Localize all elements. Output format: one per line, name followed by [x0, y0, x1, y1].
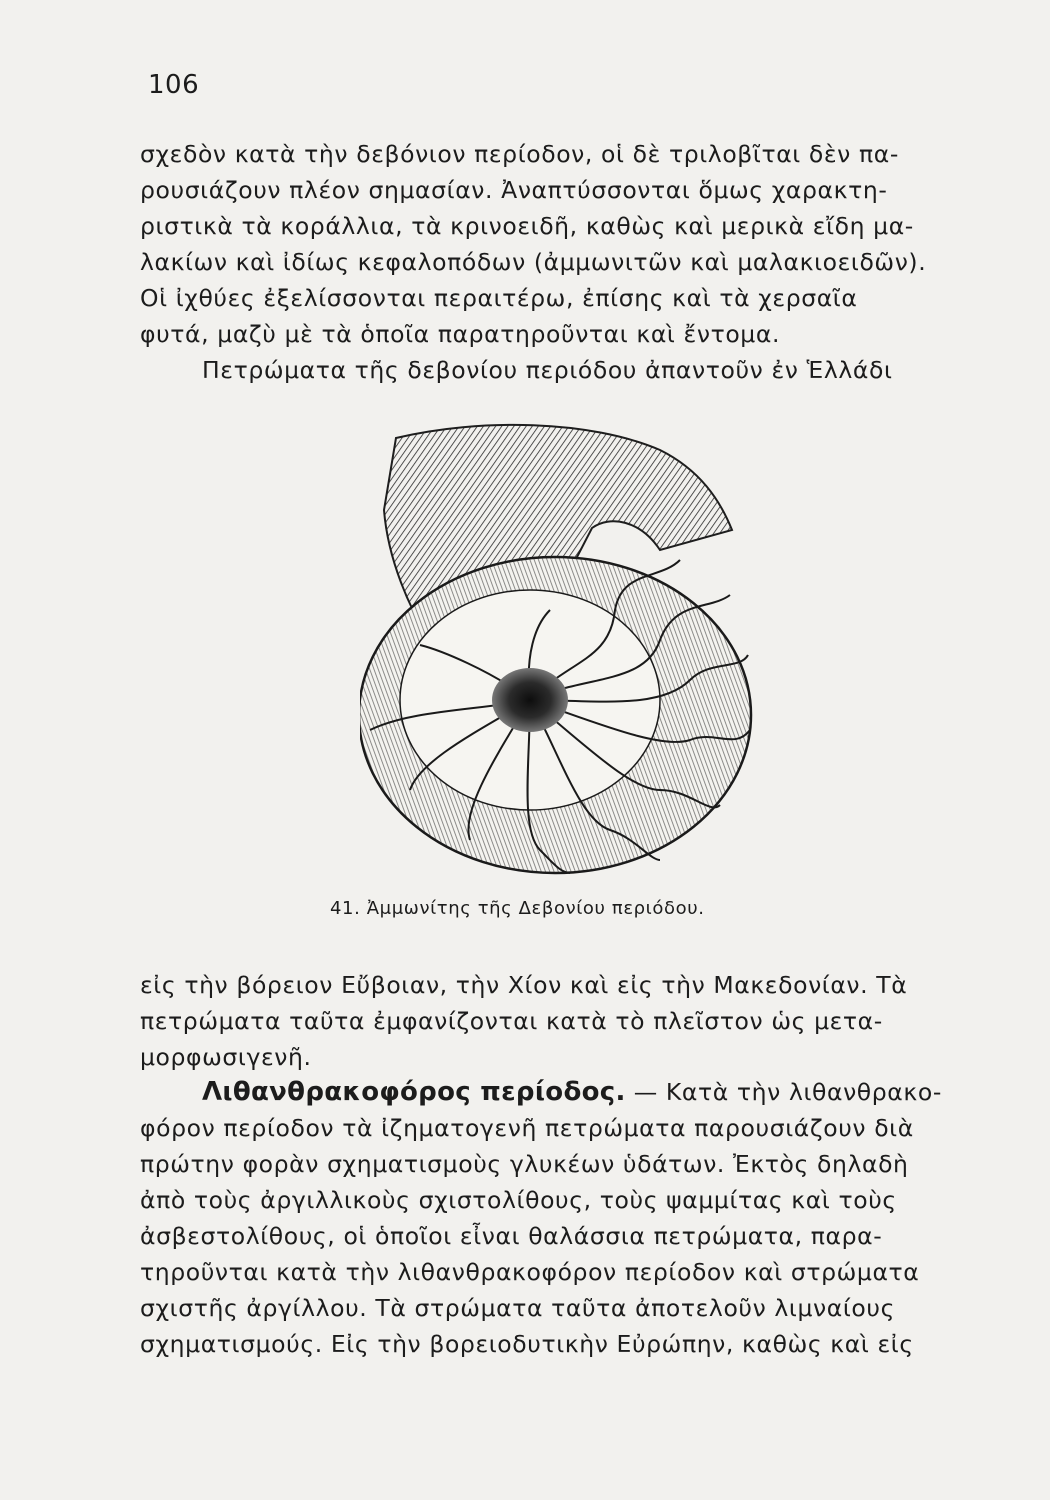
text-fragment: — Κατὰ τὴν λιθανθρακο-	[625, 1078, 942, 1106]
text-line: ριστικὰ τὰ κοράλλια, τὰ κρινοειδῆ, καθὼς καὶ μερικὰ εἴδη μα-	[140, 212, 914, 240]
section-carboniferous	[140, 1074, 970, 1362]
section-first-line	[140, 1074, 970, 1110]
section-heading: Λιθανθρακοφόρος περίοδος.	[202, 1077, 626, 1107]
text-line: Οἱ ἰχθύες ἐξελίσσονται περαιτέρω, ἐπίσης καὶ τὰ χερσαῖα	[140, 284, 858, 312]
text-line: πετρώματα ταῦτα ἐμφανίζονται κατὰ τὸ πλεῖστον ὡς μετα-	[140, 1007, 883, 1035]
paragraph-devonian-rocks	[140, 352, 970, 388]
text-line: φυτά, μαζὺ μὲ τὰ ὁποῖα παρατηροῦνται καὶ ἔντομα.	[140, 320, 781, 348]
ammonite-illustration	[360, 410, 790, 880]
text-line: ἀπὸ τοὺς ἀργιλλικοὺς σχιστολίθους, τοὺς ψαμμίτας καὶ τοὺς	[140, 1186, 897, 1214]
text-line: πρώτην φορὰν σχηματισμοὺς γλυκέων ὑδάτων. Ἐκτὸς δηλαδὴ	[140, 1150, 909, 1178]
paragraph-continuation	[140, 967, 970, 1075]
text-line: ρουσιάζουν πλέον σημασίαν. Ἀναπτύσσονται ὅμως χαρακτη-	[140, 176, 888, 204]
paragraph-devonian-life	[140, 136, 970, 352]
text-line: μορφωσιγενῆ.	[140, 1043, 312, 1071]
text-line: σχεδὸν κατὰ τὴν δεβόνιον περίοδον, οἱ δὲ τριλοβῖται δὲν πα-	[140, 140, 899, 168]
text-line: εἰς τὴν βόρειον Εὔβοιαν, τὴν Χίον καὶ εἰς τὴν Μακεδονίαν. Τὰ	[140, 971, 908, 999]
figure-caption: 41. Ἀμμωνίτης τῆς Δεβονίου περιόδου.	[330, 898, 705, 919]
text-line: ἀσβεστολίθους, οἱ ὁποῖοι εἶναι θαλάσσια πετρώματα, παρα-	[140, 1222, 883, 1250]
page-number: 106	[148, 70, 200, 100]
text-line: τηροῦνται κατὰ τὴν λιθανθρακοφόρον περίοδον καὶ στρώματα	[140, 1258, 920, 1286]
text-line: Πετρώματα τῆς δεβονίου περιόδου ἀπαντοῦν ἐν Ἑλλάδι	[202, 356, 893, 384]
text-line: λακίων καὶ ἰδίως κεφαλοπόδων (ἀμμωνιτῶν καὶ μαλακιοειδῶν).	[140, 248, 927, 276]
text-line: σχηματισμούς. Εἰς τὴν βορειοδυτικὴν Εὐρώπην, καθὼς καὶ εἰς	[140, 1330, 914, 1358]
text-line: σχιστῆς ἀργίλλου. Τὰ στρώματα ταῦτα ἀποτελοῦν λιμναίους	[140, 1294, 895, 1322]
text-line: φόρον περίοδον τὰ ἰζηματογενῆ πετρώματα παρουσιάζουν διὰ	[140, 1114, 914, 1142]
